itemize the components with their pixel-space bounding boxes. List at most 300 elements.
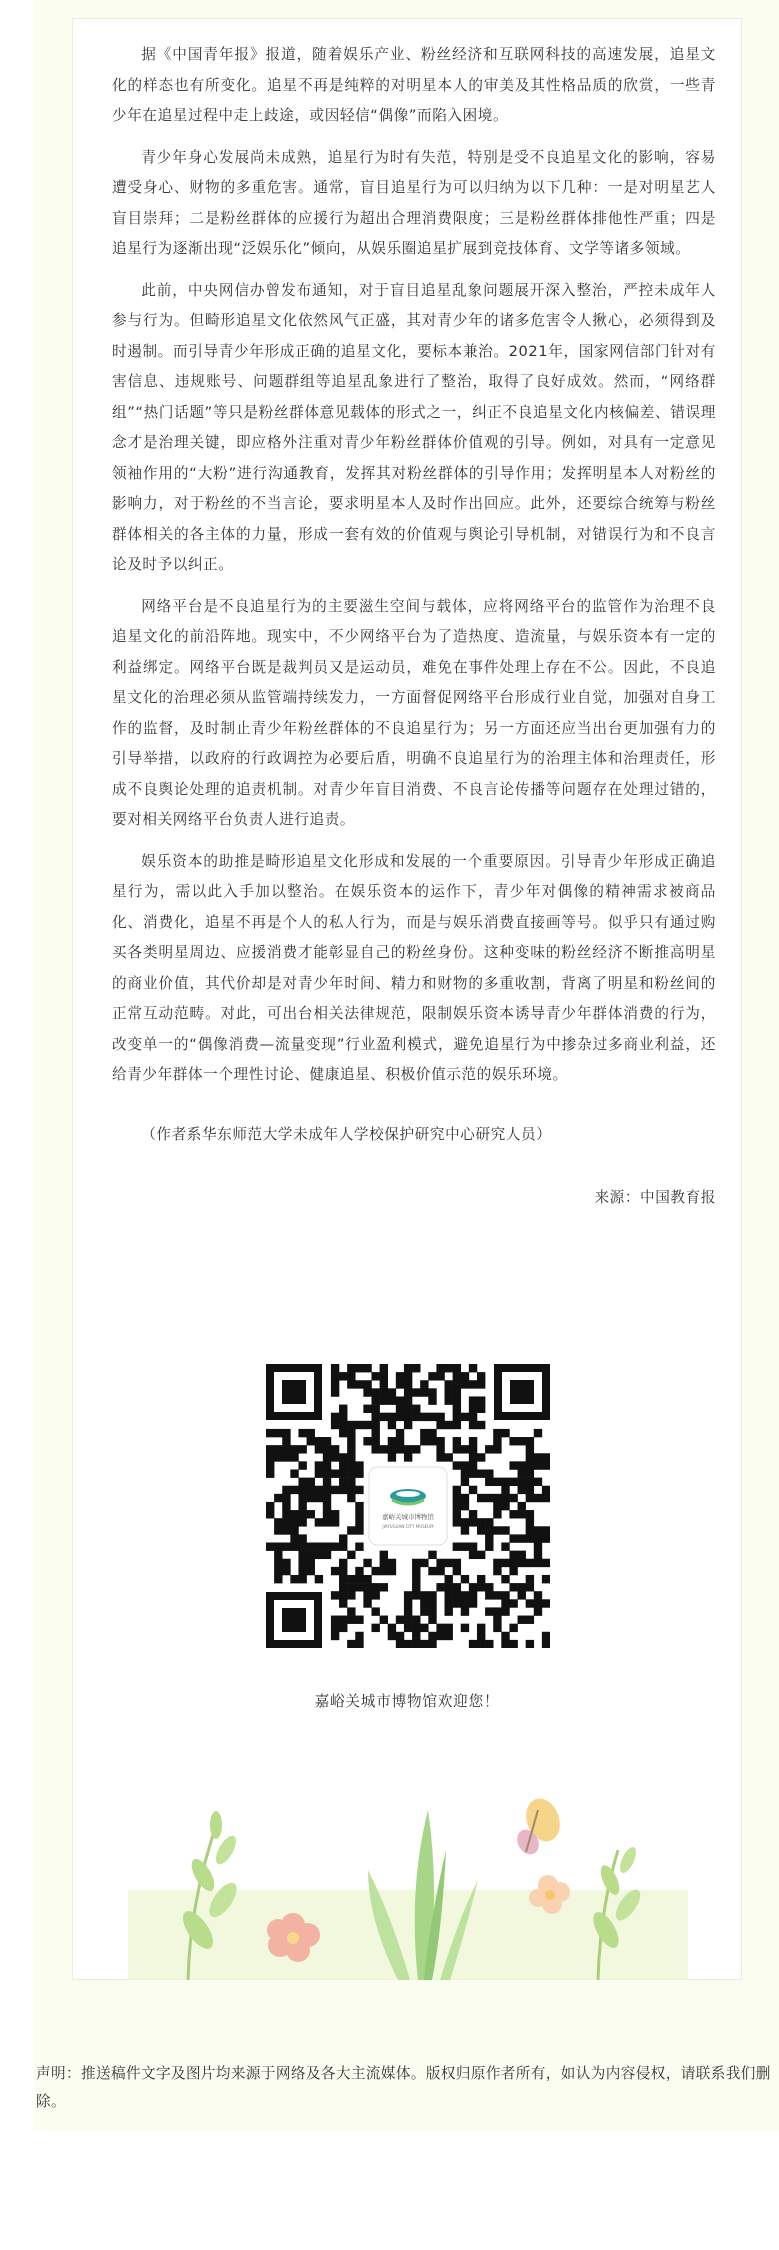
qr-module (412, 1567, 420, 1575)
qr-module (274, 1559, 282, 1567)
qr-module (501, 1559, 509, 1567)
qr-module (298, 1461, 306, 1469)
qr-module (355, 1526, 363, 1534)
qr-module (396, 1396, 404, 1404)
qr-module (469, 1380, 477, 1388)
qr-module (453, 1405, 461, 1413)
qr-module (526, 1534, 534, 1542)
qr-module (363, 1405, 371, 1413)
qr-module (493, 1437, 501, 1445)
qr-module (445, 1364, 453, 1372)
qr-module (355, 1575, 363, 1583)
qr-module (518, 1616, 526, 1624)
qr-module (518, 1583, 526, 1591)
qr-module (526, 1461, 534, 1469)
qr-module (371, 1445, 379, 1453)
qr-module (396, 1429, 404, 1437)
qr-module (388, 1567, 396, 1575)
qr-module (518, 1591, 526, 1599)
qr-module (420, 1591, 428, 1599)
qr-module (493, 1429, 501, 1437)
qr-module (404, 1372, 412, 1380)
qr-module (501, 1478, 509, 1486)
qr-module (282, 1437, 290, 1445)
qr-module (331, 1518, 339, 1526)
qr-module (298, 1575, 306, 1583)
qr-module (315, 1437, 323, 1445)
qr-module (534, 1591, 542, 1599)
qr-module (542, 1461, 550, 1469)
qr-module (501, 1632, 509, 1640)
qr-module (315, 1575, 323, 1583)
qr-module (542, 1453, 550, 1461)
qr-module (412, 1405, 420, 1413)
qr-module (493, 1559, 501, 1567)
qr-module (485, 1518, 493, 1526)
qr-module (445, 1453, 453, 1461)
qr-module (461, 1543, 469, 1551)
qr-module (380, 1559, 388, 1567)
qr-module (436, 1413, 444, 1421)
qr-caption: 嘉峪关城市博物馆欢迎您！ (314, 1693, 500, 1710)
qr-module (493, 1624, 501, 1632)
qr-module (534, 1559, 542, 1567)
qr-module (461, 1624, 469, 1632)
qr-module (363, 1591, 371, 1599)
qr-module (347, 1478, 355, 1486)
qr-module (518, 1437, 526, 1445)
qr-module (274, 1575, 282, 1583)
qr-module (323, 1445, 331, 1453)
qr-module (396, 1632, 404, 1640)
qr-module (307, 1510, 315, 1518)
qr-module (485, 1543, 493, 1551)
qr-module (509, 1494, 517, 1502)
qr-module (282, 1502, 290, 1510)
qr-module (371, 1413, 379, 1421)
qr-module (526, 1518, 534, 1526)
qr-module (355, 1486, 363, 1494)
qr-module (526, 1478, 534, 1486)
qr-module (493, 1445, 501, 1453)
qr-module (355, 1380, 363, 1388)
qr-module (509, 1551, 517, 1559)
qr-module (347, 1526, 355, 1534)
qr-module (501, 1526, 509, 1534)
qr-module (331, 1624, 339, 1632)
qr-module (428, 1388, 436, 1396)
qr-module (339, 1453, 347, 1461)
qr-module (290, 1445, 298, 1453)
qr-module (436, 1453, 444, 1461)
qr-module (363, 1421, 371, 1429)
qr-module (363, 1380, 371, 1388)
qr-module (518, 1469, 526, 1477)
qr-module (396, 1413, 404, 1421)
qr-module (534, 1607, 542, 1615)
qr-module (298, 1534, 306, 1542)
qr-module (290, 1469, 298, 1477)
source-line: 来源：中国教育报 (594, 1189, 716, 1206)
qr-module (339, 1575, 347, 1583)
qr-module (339, 1421, 347, 1429)
qr-module (445, 1559, 453, 1567)
qr-module (477, 1453, 485, 1461)
qr-module (436, 1624, 444, 1632)
qr-module (542, 1575, 550, 1583)
qr-module (380, 1396, 388, 1404)
qr-module (445, 1599, 453, 1607)
qr-module (420, 1388, 428, 1396)
qr-module (339, 1469, 347, 1477)
qr-module (388, 1413, 396, 1421)
qr-module (323, 1453, 331, 1461)
qr-module (274, 1445, 282, 1453)
qr-module (534, 1543, 542, 1551)
qr-module (420, 1599, 428, 1607)
plant-decoration (128, 1780, 688, 1980)
qr-module (485, 1478, 493, 1486)
qr-module (501, 1575, 509, 1583)
qr-module (412, 1583, 420, 1591)
qr-module (274, 1526, 282, 1534)
qr-module (534, 1526, 542, 1534)
qr-module (347, 1486, 355, 1494)
qr-module (436, 1567, 444, 1575)
qr-module (371, 1567, 379, 1575)
qr-module (274, 1567, 282, 1575)
qr-module (363, 1559, 371, 1567)
qr-module (485, 1534, 493, 1542)
qr-module (347, 1551, 355, 1559)
qr-module (298, 1518, 306, 1526)
qr-module (282, 1429, 290, 1437)
qr-module (477, 1421, 485, 1429)
qr-module (453, 1380, 461, 1388)
qr-module (461, 1575, 469, 1583)
qr-module (412, 1591, 420, 1599)
qr-module (274, 1543, 282, 1551)
qr-module (290, 1575, 298, 1583)
qr-module (371, 1583, 379, 1591)
qr-module (298, 1494, 306, 1502)
qr-module (469, 1510, 477, 1518)
qr-module (477, 1372, 485, 1380)
qr-module (445, 1388, 453, 1396)
qr-module (396, 1437, 404, 1445)
qr-module (339, 1543, 347, 1551)
qr-module (412, 1388, 420, 1396)
qr-module (469, 1437, 477, 1445)
qr-module (518, 1486, 526, 1494)
qr-module (339, 1599, 347, 1607)
qr-module (477, 1624, 485, 1632)
qr-module (339, 1461, 347, 1469)
qr-module (461, 1607, 469, 1615)
qr-module (380, 1372, 388, 1380)
qr-module (436, 1583, 444, 1591)
qr-module (282, 1445, 290, 1453)
qr-module (282, 1559, 290, 1567)
qr-module (445, 1396, 453, 1404)
article-paragraph: 网络平台是不良追星行为的主要滋生空间与载体，应将网络平台的监管作为治理不良追星文化的前沿阵地。现实中，不少网络平台为了造热度、造流量，与娱乐资本有一定的利益绑定。网络平台既是裁判员又是运动员，难免在事件处理上存在不公。因此，不良追星文化的治理必须从监管端持续发力，一方面督促网络平台形成行业自觉，加强对自身工作的监督，及时制止青少年粉丝群体的不良追星行为；另一方面还应当出台更加强有力的引导举措，以政府的行政调控为必要后盾，明确不良追星行为的治理主体和治理责任，形成不良舆论处理的追责机制。对青少年盲目消费、不良言论传播等问题存在处理过错的，要对相关网络平台负责人进行追责。 (112, 597, 716, 828)
qr-module (339, 1583, 347, 1591)
qr-module (428, 1632, 436, 1640)
qr-module (428, 1372, 436, 1380)
qr-module (436, 1445, 444, 1453)
qr-module (323, 1461, 331, 1469)
qr-module (469, 1421, 477, 1429)
qr-module (412, 1624, 420, 1632)
qr-module (428, 1396, 436, 1404)
qr-module (355, 1640, 363, 1648)
qr-module (526, 1616, 534, 1624)
qr-module (307, 1494, 315, 1502)
qr-module (428, 1437, 436, 1445)
qr-module (347, 1421, 355, 1429)
qr-module (436, 1632, 444, 1640)
qr-module (388, 1388, 396, 1396)
qr-module (307, 1559, 315, 1567)
qr-module (347, 1437, 355, 1445)
qr-module (380, 1364, 388, 1372)
qr-module (453, 1437, 461, 1445)
qr-module (388, 1624, 396, 1632)
qr-module (347, 1616, 355, 1624)
qr-module (509, 1510, 517, 1518)
qr-module (347, 1380, 355, 1388)
qr-module (298, 1502, 306, 1510)
qr-module (461, 1599, 469, 1607)
article-paragraph: 青少年身心发展尚未成熟，追星行为时有失范，特别是受不良追星文化的影响，容易遭受身心、财物的多重危害。通常，盲目追星行为可以归纳为以下几种：一是对明星艺人盲目崇拜；二是粉丝群体的应援行为超出合理消费限度；三是粉丝群体排他性严重；四是追星行为逐渐出现“泛娱乐化”倾向，从娱乐圈追星扩展到竞技体育、文学等诸多领域。 (112, 148, 716, 257)
qr-module (371, 1429, 379, 1437)
qr-module (388, 1559, 396, 1567)
qr-module (509, 1478, 517, 1486)
qr-module (404, 1607, 412, 1615)
qr-module (274, 1453, 282, 1461)
qr-module (501, 1494, 509, 1502)
qr-module (526, 1640, 534, 1648)
qr-module (347, 1372, 355, 1380)
qr-code-icon[interactable] (266, 1364, 550, 1648)
qr-module (485, 1591, 493, 1599)
qr-module (518, 1551, 526, 1559)
qr-module (428, 1616, 436, 1624)
qr-module (388, 1632, 396, 1640)
qr-module (461, 1445, 469, 1453)
qr-module (331, 1388, 339, 1396)
qr-module (461, 1591, 469, 1599)
qr-module (428, 1591, 436, 1599)
qr-module (396, 1372, 404, 1380)
qr-module (518, 1534, 526, 1542)
qr-module (323, 1551, 331, 1559)
qr-module (274, 1551, 282, 1559)
qr-module (298, 1551, 306, 1559)
qr-module (371, 1591, 379, 1599)
qr-module (396, 1640, 404, 1648)
qr-module (323, 1469, 331, 1477)
qr-module (518, 1461, 526, 1469)
qr-module (315, 1518, 323, 1526)
qr-module (290, 1543, 298, 1551)
qr-module (493, 1591, 501, 1599)
qr-module (501, 1486, 509, 1494)
butterfly-decoration-icon (513, 1794, 566, 1858)
qr-module (526, 1510, 534, 1518)
qr-module (461, 1461, 469, 1469)
qr-module (412, 1616, 420, 1624)
qr-module (453, 1599, 461, 1607)
qr-module (436, 1364, 444, 1372)
qr-module (509, 1534, 517, 1542)
qr-module (355, 1543, 363, 1551)
qr-module (323, 1494, 331, 1502)
qr-module (501, 1502, 509, 1510)
qr-module (388, 1421, 396, 1429)
qr-module (347, 1607, 355, 1615)
qr-module (428, 1413, 436, 1421)
qr-module (542, 1599, 550, 1607)
qr-module (477, 1632, 485, 1640)
qr-module (363, 1575, 371, 1583)
qr-module (493, 1607, 501, 1615)
qr-module (534, 1461, 542, 1469)
qr-module (347, 1469, 355, 1477)
qr-module (404, 1413, 412, 1421)
qr-module (542, 1640, 550, 1648)
qr-module (404, 1453, 412, 1461)
qr-module (477, 1380, 485, 1388)
qr-module (453, 1421, 461, 1429)
qr-module (371, 1388, 379, 1396)
qr-module (347, 1364, 355, 1372)
qr-module (355, 1364, 363, 1372)
qr-module (380, 1445, 388, 1453)
qr-module (315, 1461, 323, 1469)
qr-module (542, 1494, 550, 1502)
qr-module (526, 1526, 534, 1534)
qr-module (404, 1616, 412, 1624)
qr-module (331, 1380, 339, 1388)
qr-module (371, 1405, 379, 1413)
qr-module (542, 1559, 550, 1567)
qr-module (526, 1559, 534, 1567)
qr-module (477, 1551, 485, 1559)
qr-module (331, 1632, 339, 1640)
qr-module (518, 1510, 526, 1518)
qr-module (323, 1437, 331, 1445)
qr-module (371, 1396, 379, 1404)
qr-module (436, 1437, 444, 1445)
qr-module (339, 1534, 347, 1542)
qr-module (282, 1543, 290, 1551)
qr-module (266, 1510, 274, 1518)
qr-module (388, 1445, 396, 1453)
qr-module (331, 1453, 339, 1461)
qr-module (485, 1469, 493, 1477)
qr-module (339, 1372, 347, 1380)
qr-module (420, 1429, 428, 1437)
qr-module (453, 1486, 461, 1494)
qr-module (355, 1421, 363, 1429)
qr-module (469, 1461, 477, 1469)
article-paragraph: 据《中国青年报》报道，随着娱乐产业、粉丝经济和互联网科技的高速发展，追星文化的样态也有所变化。追星不再是纯粹的对明星本人的审美及其性格品质的欣赏，一些青少年在追星过程中走上歧途，或因轻信“偶像”而陷入困境。 (112, 46, 716, 124)
qr-module (404, 1380, 412, 1388)
qr-module (469, 1445, 477, 1453)
qr-module (298, 1486, 306, 1494)
qr-module (331, 1372, 339, 1380)
qr-module (315, 1469, 323, 1477)
qr-module (485, 1607, 493, 1615)
qr-module (290, 1534, 298, 1542)
qr-module (445, 1591, 453, 1599)
qr-module (542, 1526, 550, 1534)
qr-module (339, 1624, 347, 1632)
museum-logo-icon (369, 1467, 447, 1545)
qr-module (509, 1461, 517, 1469)
qr-module (266, 1502, 274, 1510)
qr-module (339, 1405, 347, 1413)
qr-module (331, 1616, 339, 1624)
qr-module (363, 1437, 371, 1445)
qr-module (355, 1518, 363, 1526)
qr-module (526, 1494, 534, 1502)
qr-module (445, 1607, 453, 1615)
qr-module (347, 1494, 355, 1502)
qr-module (371, 1607, 379, 1615)
qr-module (412, 1413, 420, 1421)
qr-module (266, 1461, 274, 1469)
qr-module (339, 1429, 347, 1437)
qr-module (363, 1599, 371, 1607)
qr-module (323, 1518, 331, 1526)
qr-module (453, 1518, 461, 1526)
qr-module (526, 1437, 534, 1445)
svg-text:嘉峪关城市博物馆: 嘉峪关城市博物馆 (382, 1513, 434, 1521)
qr-module (453, 1364, 461, 1372)
qr-module (542, 1534, 550, 1542)
qr-module (518, 1559, 526, 1567)
svg-text:JIAYUGUAN CITY MUSEUM: JIAYUGUAN CITY MUSEUM (382, 1524, 434, 1529)
qr-module (323, 1543, 331, 1551)
qr-module (404, 1364, 412, 1372)
qr-module (290, 1510, 298, 1518)
qr-module (388, 1453, 396, 1461)
qr-module (331, 1543, 339, 1551)
qr-module (347, 1591, 355, 1599)
qr-module (436, 1421, 444, 1429)
qr-module (445, 1575, 453, 1583)
qr-module (469, 1640, 477, 1648)
qr-module (282, 1494, 290, 1502)
qr-module (428, 1640, 436, 1648)
qr-module (461, 1380, 469, 1388)
qr-module (428, 1607, 436, 1615)
qr-module (453, 1413, 461, 1421)
qr-module (509, 1437, 517, 1445)
qr-module (469, 1518, 477, 1526)
qr-module (323, 1510, 331, 1518)
qr-module (461, 1372, 469, 1380)
qr-module (412, 1640, 420, 1648)
qr-module (493, 1567, 501, 1575)
qr-module (461, 1502, 469, 1510)
qr-module (420, 1559, 428, 1567)
qr-module (380, 1380, 388, 1388)
qr-module (331, 1469, 339, 1477)
qr-module (485, 1494, 493, 1502)
